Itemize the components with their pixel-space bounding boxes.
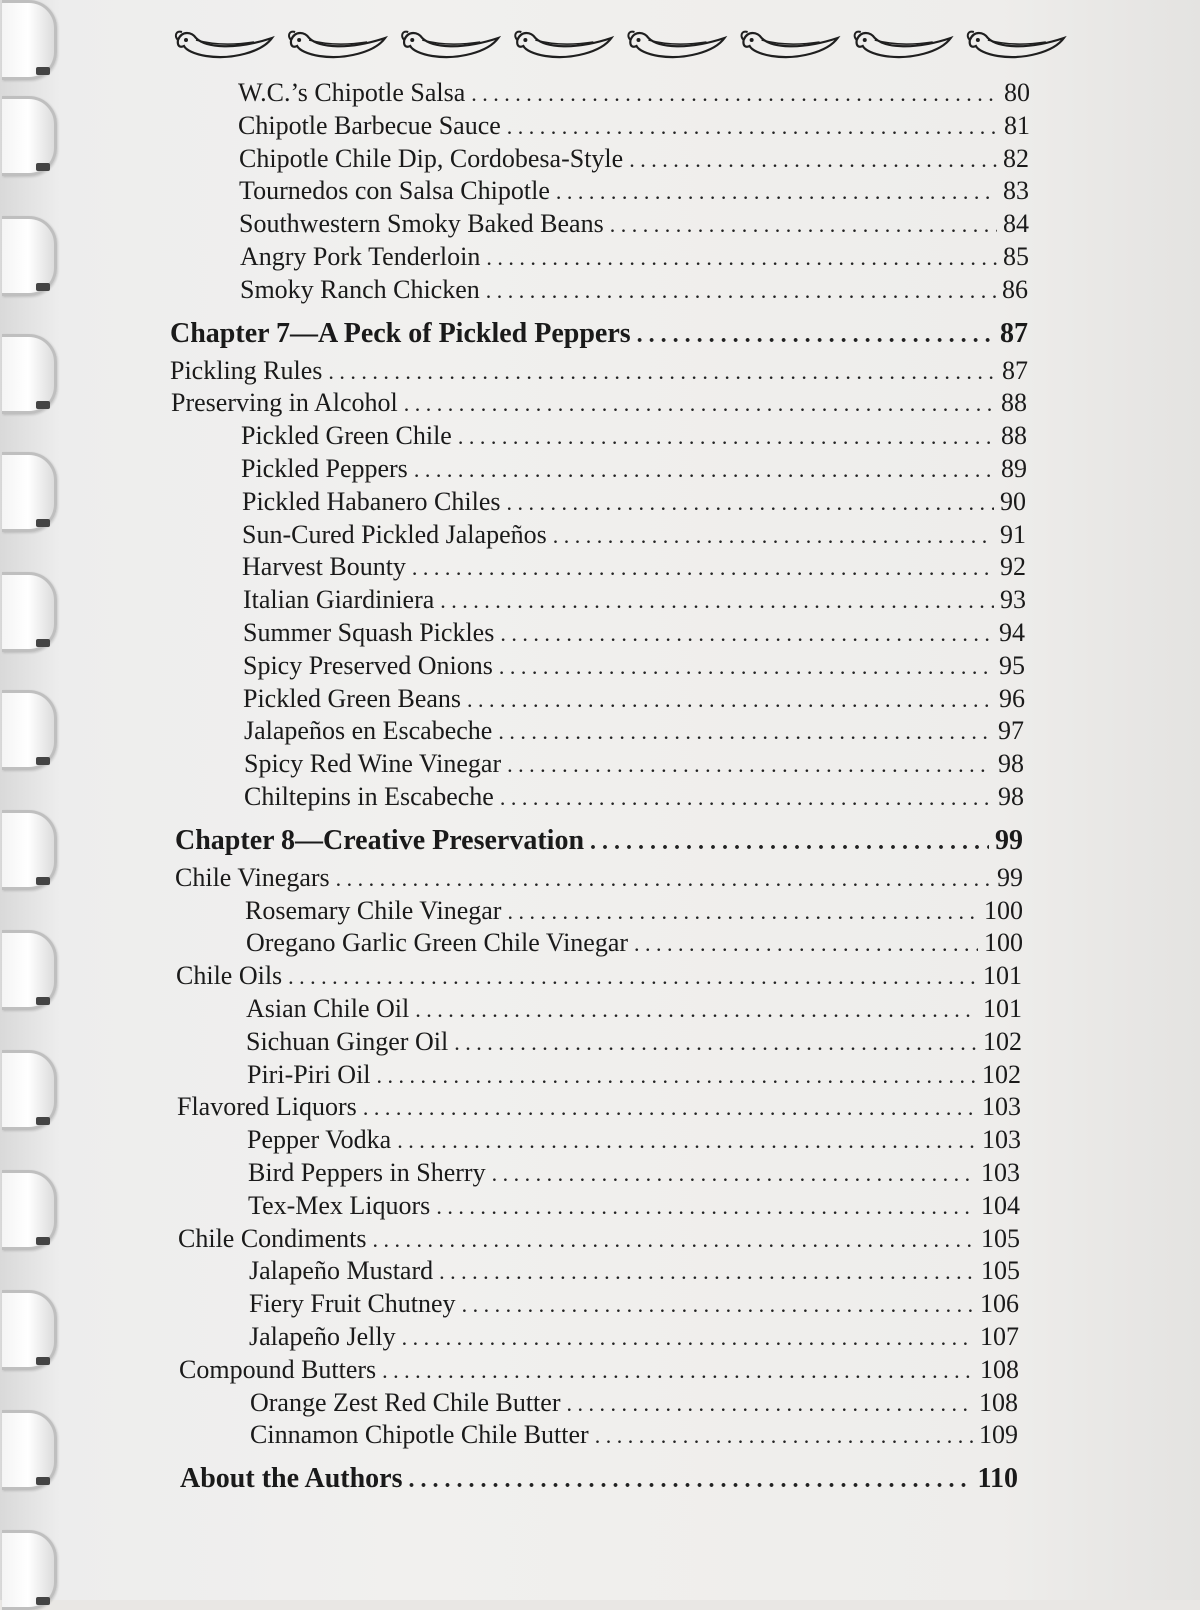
dot-leader xyxy=(486,278,996,304)
dot-leader xyxy=(471,81,998,107)
toc-entry-title: Chile Vinegars xyxy=(175,862,330,892)
toc-entry-title: Orange Zest Red Chile Butter xyxy=(250,1387,561,1417)
toc-entry-title: Chapter 8—Creative Preservation xyxy=(175,824,585,856)
dot-leader xyxy=(556,179,997,205)
toc-recipe-row xyxy=(248,1191,1020,1224)
dot-leader xyxy=(590,829,989,856)
toc-page-number: 93 xyxy=(1000,585,1026,615)
toc-recipe-row xyxy=(248,1158,1020,1191)
toc-page-number: 94 xyxy=(999,618,1025,647)
binding-ring xyxy=(2,1290,57,1370)
toc-section-row xyxy=(179,1355,1019,1388)
toc-page-number: 91 xyxy=(1000,519,1026,549)
dot-leader xyxy=(553,523,994,549)
toc-page-number: 99 xyxy=(995,824,1023,856)
dot-leader xyxy=(454,1030,977,1056)
dot-leader xyxy=(363,1095,976,1121)
chile-pepper-border xyxy=(170,18,1075,68)
toc-page-number: 104 xyxy=(981,1190,1020,1220)
chile-pepper-icon xyxy=(402,32,498,57)
toc-entry-title: Flavored Liquors xyxy=(177,1092,357,1122)
toc-entry-title: Compound Butters xyxy=(179,1354,377,1384)
toc-recipe-row xyxy=(243,585,1026,618)
toc-recipe-row xyxy=(247,1060,1021,1093)
toc-entry-title: Oregano Garlic Green Chile Vinegar xyxy=(246,928,629,958)
chile-pepper-icon xyxy=(742,32,838,57)
toc-page-number: 85 xyxy=(1003,242,1029,271)
toc-recipe-row xyxy=(244,716,1024,749)
toc-recipe-row xyxy=(242,552,1026,585)
dot-leader xyxy=(467,687,993,713)
toc-page-number: 92 xyxy=(1000,552,1026,582)
toc-page-number: 105 xyxy=(981,1223,1020,1253)
dot-leader xyxy=(415,997,977,1023)
toc-chapter-row xyxy=(180,1463,1018,1496)
toc-page-number: 103 xyxy=(981,1158,1020,1187)
toc-recipe-row xyxy=(239,176,1029,209)
toc-page-number: 88 xyxy=(1001,388,1027,418)
chile-pepper-icon xyxy=(176,32,272,57)
toc-entry-title: Asian Chile Oil xyxy=(246,994,410,1023)
toc-page-number: 100 xyxy=(984,895,1023,925)
dot-leader xyxy=(629,147,997,173)
dot-leader xyxy=(462,1292,974,1318)
dot-leader xyxy=(408,1467,971,1494)
toc-entry-title: Jalapeños en Escabeche xyxy=(244,716,493,746)
toc-recipe-row xyxy=(246,1027,1022,1060)
toc-page-number: 95 xyxy=(999,650,1025,680)
toc-page-number: 83 xyxy=(1003,176,1029,206)
toc-chapter-row xyxy=(175,825,1023,858)
binding-ring xyxy=(2,572,57,652)
toc-entry-title: Chapter 7—A Peck of Pickled Peppers xyxy=(170,317,631,349)
toc-page-number: 100 xyxy=(984,928,1023,958)
toc-entry-title: Summer Squash Pickles xyxy=(243,618,495,647)
chile-pepper-icon xyxy=(515,32,611,57)
toc-page-number: 88 xyxy=(1001,421,1027,451)
toc-recipe-row xyxy=(249,1256,1020,1289)
dot-leader xyxy=(377,1063,976,1089)
toc-entry-title: Chipotle Chile Dip, Cordobesa-Style xyxy=(239,143,624,173)
dot-leader xyxy=(637,322,994,349)
toc-section-row xyxy=(178,1224,1020,1257)
toc-page-number: 98 xyxy=(998,749,1024,779)
dot-leader xyxy=(414,457,995,483)
toc-recipe-row xyxy=(240,242,1029,275)
toc-entry-title: Smoky Ranch Chicken xyxy=(240,274,480,304)
toc-entry-title: Cinnamon Chipotle Chile Butter xyxy=(250,1420,589,1450)
binding-ring xyxy=(2,1170,57,1250)
dot-leader xyxy=(498,719,992,745)
toc-page-number: 106 xyxy=(980,1289,1019,1319)
toc-entry-title: Italian Giardiniera xyxy=(243,585,435,615)
toc-page-number: 108 xyxy=(980,1354,1019,1384)
dot-leader xyxy=(397,1128,976,1154)
chile-pepper-icon xyxy=(289,32,385,57)
toc-entry-title: Fiery Fruit Chutney xyxy=(249,1289,456,1319)
toc-page-number: 102 xyxy=(983,1026,1022,1056)
toc-page-number: 110 xyxy=(977,1463,1018,1495)
toc-entry-title: Tournedos con Salsa Chipotle xyxy=(239,176,550,206)
binding-ring xyxy=(2,930,57,1010)
chile-pepper-icon xyxy=(855,32,951,57)
toc-section-row xyxy=(171,388,1027,421)
toc-recipe-row xyxy=(239,144,1029,177)
toc-entry-title: Chile Condiments xyxy=(178,1223,367,1253)
dot-leader xyxy=(328,359,996,385)
dot-leader xyxy=(412,555,994,581)
dot-leader xyxy=(499,654,993,680)
toc-page-number: 86 xyxy=(1002,274,1028,304)
toc-page-number: 107 xyxy=(980,1322,1019,1351)
toc-recipe-row xyxy=(243,618,1025,651)
toc-entry-title: Bird Peppers in Sherry xyxy=(248,1158,486,1187)
toc-page-number: 109 xyxy=(979,1420,1018,1450)
toc-recipe-row xyxy=(241,421,1027,454)
toc-recipe-row xyxy=(249,1322,1019,1355)
toc-entry-title: Angry Pork Tenderloin xyxy=(240,242,481,271)
dot-leader xyxy=(500,621,993,647)
toc-page-number: 87 xyxy=(1002,355,1028,385)
dot-leader xyxy=(500,785,992,811)
dot-leader xyxy=(634,931,978,957)
toc-entry-title: Pickled Green Chile xyxy=(241,421,452,451)
dot-leader xyxy=(610,212,997,238)
toc-recipe-row xyxy=(250,1388,1018,1421)
binding-ring xyxy=(2,216,57,296)
dot-leader xyxy=(382,1358,974,1384)
toc-page-number: 98 xyxy=(998,782,1024,811)
dot-leader xyxy=(402,1325,974,1351)
toc-chapter-row xyxy=(170,318,1028,351)
dot-leader xyxy=(595,1423,973,1449)
toc-page-number: 96 xyxy=(999,683,1025,713)
chile-pepper-icon xyxy=(628,32,724,57)
binding-ring xyxy=(2,1410,57,1490)
toc-page-number: 99 xyxy=(997,862,1023,892)
toc-page-number: 80 xyxy=(1004,78,1030,107)
toc-entry-title: Tex-Mex Liquors xyxy=(248,1190,431,1220)
binding-ring xyxy=(2,452,57,532)
chile-pepper-icon xyxy=(968,32,1064,57)
dot-leader xyxy=(507,899,978,925)
dot-leader xyxy=(458,424,995,450)
toc-page-number: 108 xyxy=(979,1387,1018,1417)
toc-recipe-row xyxy=(250,1420,1018,1453)
chile-pepper-icons xyxy=(170,18,1075,68)
binding-ring xyxy=(2,334,57,414)
toc-entry-title: Jalapeño Mustard xyxy=(249,1256,434,1286)
toc-recipe-row xyxy=(241,454,1027,487)
dot-leader xyxy=(486,245,997,271)
toc-section-row xyxy=(175,863,1023,896)
dot-leader xyxy=(336,866,991,892)
toc-page-number: 105 xyxy=(981,1256,1020,1286)
toc-entry-title: About the Authors xyxy=(180,1463,403,1495)
toc-recipe-row xyxy=(244,782,1024,815)
binding-ring xyxy=(2,1050,57,1130)
toc-page-number: 103 xyxy=(982,1125,1021,1155)
toc-entry-title: Sun-Cured Pickled Jalapeños xyxy=(242,519,547,549)
dot-leader xyxy=(436,1194,975,1220)
toc-entry-title: Chiltepins in Escabeche xyxy=(244,782,494,811)
toc-recipe-row xyxy=(246,928,1023,961)
toc-recipe-row xyxy=(240,275,1028,308)
toc-section-row xyxy=(176,961,1022,994)
toc-entry-title: Preserving in Alcohol xyxy=(171,388,398,418)
binding-ring xyxy=(2,690,57,770)
dot-leader xyxy=(507,490,995,516)
toc-entry-title: Pickling Rules xyxy=(170,355,323,385)
binding-ring xyxy=(2,1530,57,1610)
toc-page-number: 97 xyxy=(998,716,1024,746)
binding-ring xyxy=(2,96,57,176)
dot-leader xyxy=(440,588,994,614)
binding-ring xyxy=(2,0,57,80)
toc-recipe-row xyxy=(243,651,1025,684)
toc-entry-title: Spicy Red Wine Vinegar xyxy=(244,749,502,779)
toc-entry-title: Southwestern Smoky Baked Beans xyxy=(239,209,604,239)
toc-section-row xyxy=(170,356,1028,389)
toc-page-number: 82 xyxy=(1003,143,1029,173)
toc-entry-title: Pickled Peppers xyxy=(241,454,408,483)
dot-leader xyxy=(507,752,992,778)
toc-recipe-row xyxy=(239,209,1029,242)
toc-page-number: 90 xyxy=(1000,486,1026,516)
toc-recipe-row xyxy=(246,994,1022,1027)
toc-page-number: 101 xyxy=(983,961,1022,991)
toc-recipe-row xyxy=(244,749,1024,782)
toc-entry-title: Jalapeño Jelly xyxy=(249,1322,396,1351)
dot-leader xyxy=(492,1161,975,1187)
toc-section-row xyxy=(177,1092,1021,1125)
toc-page-number: 101 xyxy=(983,994,1022,1023)
spiral-binding xyxy=(0,0,70,1600)
toc-recipe-row xyxy=(243,684,1025,717)
toc-recipe-row xyxy=(245,896,1023,929)
toc-entry-title: Pickled Green Beans xyxy=(243,683,462,713)
toc-entry-title: Spicy Preserved Onions xyxy=(243,650,493,680)
toc-page-number: 102 xyxy=(982,1059,1021,1089)
toc-recipe-row xyxy=(242,520,1026,553)
dot-leader xyxy=(404,391,995,417)
toc-entry-title: Pepper Vodka xyxy=(247,1125,392,1155)
toc-recipe-row xyxy=(238,111,1030,144)
dot-leader xyxy=(439,1259,975,1285)
toc-recipe-row xyxy=(238,78,1030,111)
toc-page-number: 87 xyxy=(1000,317,1028,349)
toc-entry-title: Piri-Piri Oil xyxy=(247,1059,371,1089)
binding-ring xyxy=(2,810,57,890)
toc-entry-title: Pickled Habanero Chiles xyxy=(242,486,501,516)
dot-leader xyxy=(373,1227,976,1253)
dot-leader xyxy=(507,114,998,140)
toc-recipe-row xyxy=(249,1289,1019,1322)
dot-leader xyxy=(566,1391,973,1417)
toc-page-number: 81 xyxy=(1004,110,1030,140)
toc-entry-title: Sichuan Ginger Oil xyxy=(246,1026,449,1056)
toc-recipe-row xyxy=(242,487,1026,520)
toc-page-number: 89 xyxy=(1001,454,1027,483)
toc-entry-title: W.C.’s Chipotle Salsa xyxy=(238,78,466,107)
toc-page-number: 103 xyxy=(982,1092,1021,1122)
toc-recipe-row xyxy=(247,1125,1021,1158)
dot-leader xyxy=(288,964,977,990)
toc-page-number: 84 xyxy=(1003,209,1029,239)
toc-entry-title: Harvest Bounty xyxy=(242,552,406,582)
toc-entry-title: Chile Oils xyxy=(176,961,283,991)
toc-entry-title: Rosemary Chile Vinegar xyxy=(245,895,502,925)
toc-entry-title: Chipotle Barbecue Sauce xyxy=(238,110,501,140)
